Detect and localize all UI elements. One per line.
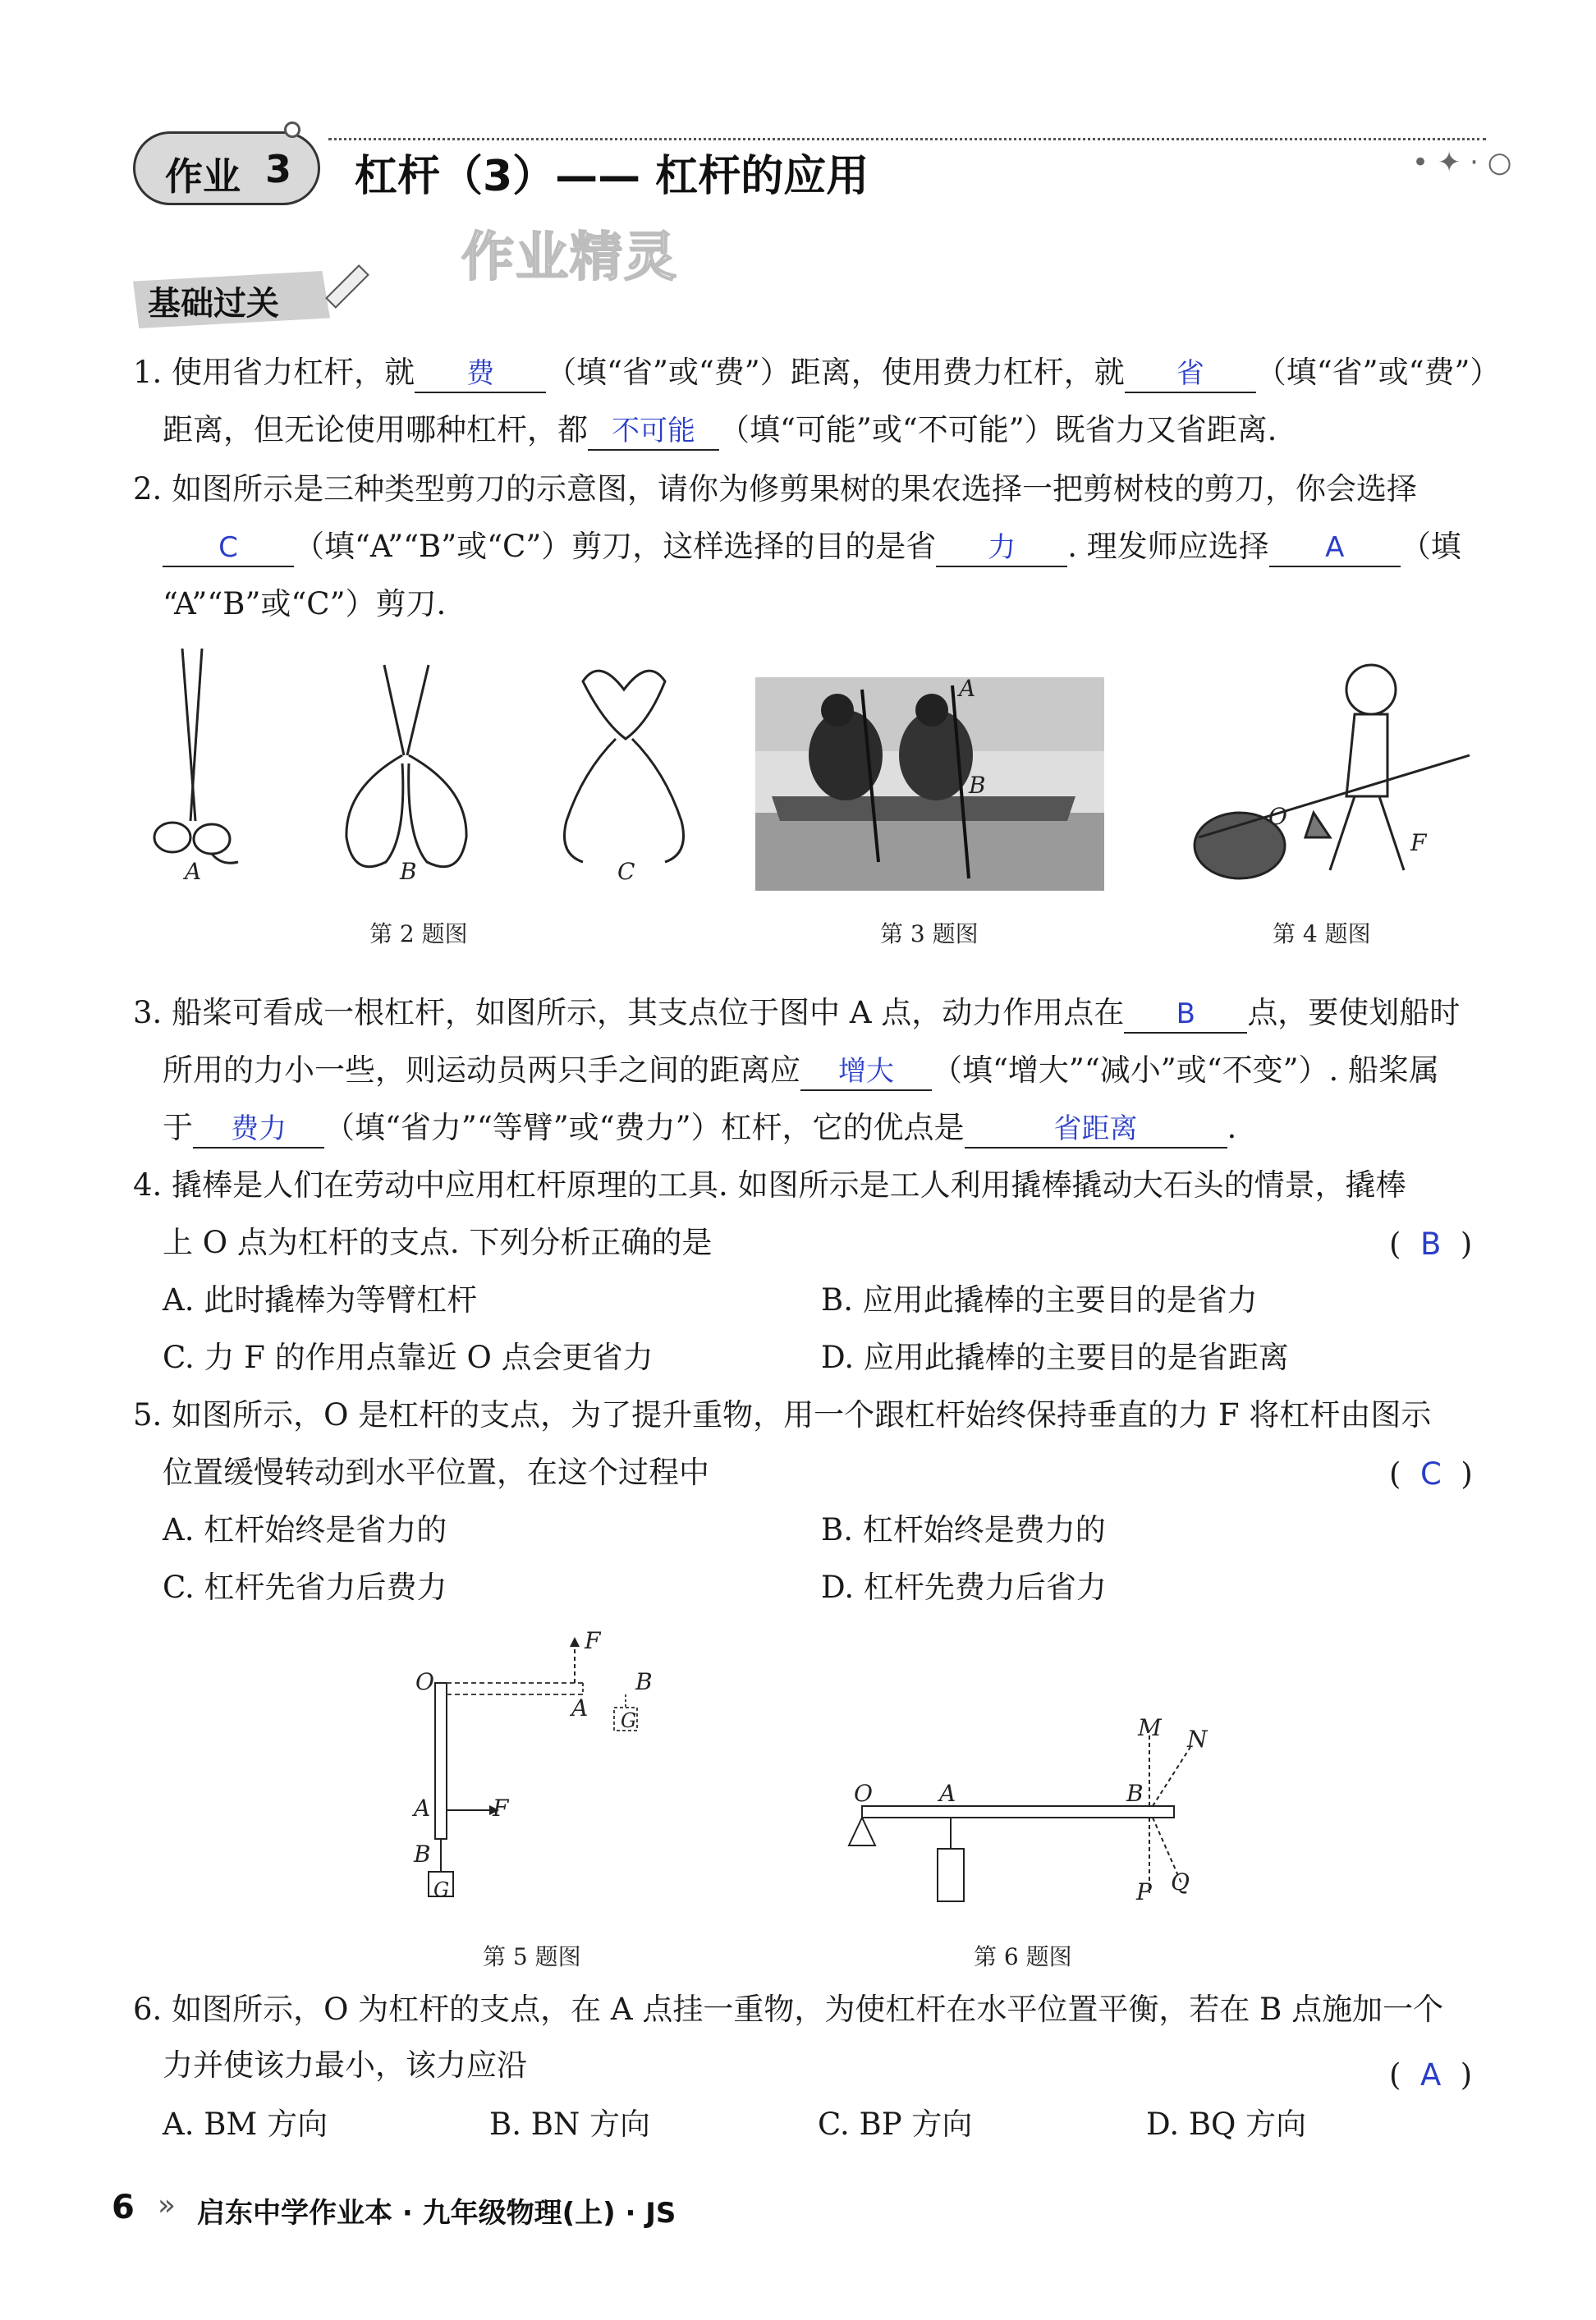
- fig4-caption: 第 4 题图: [1273, 920, 1371, 947]
- q6-option-d: D. BQ 方向: [1146, 2107, 1307, 2142]
- watermark: 作业精灵: [461, 227, 678, 288]
- q6-line1: 6. 如图所示，O 为杠杆的支点，在 A 点挂一重物，为使杠杆在水平位置平衡，若在 B 点施加一个: [133, 1992, 1444, 2027]
- fig6-label-m: M: [1138, 1714, 1162, 1741]
- q4-answer: ( B ): [1389, 1226, 1473, 1262]
- q4-line2: 上 O 点为杠杆的支点. 下列分析正确的是: [163, 1225, 713, 1260]
- fig5-label-o: O: [415, 1668, 434, 1695]
- q1-line1: 1. 使用省力杠杆，就 费 （填“省”或“费”）距离，使用费力杠杆，就 省 （填“省”或“费”）: [133, 351, 1500, 394]
- fig5-label-g-top: G: [621, 1709, 637, 1732]
- page-number: 6: [112, 2189, 135, 2226]
- q3-line2: 所用的力小一些，则运动员两只手之间的距离应 增大 （填“增大”“减小”或“不变”）. 船桨属: [163, 1049, 1439, 1092]
- q4-option-d: D. 应用此撬棒的主要目的是省距离: [821, 1340, 1289, 1375]
- q1-blank2: 省: [1125, 355, 1256, 393]
- fig5-label-a-top: A: [571, 1694, 589, 1722]
- q6-line2: 力并使该力最小，该力应沿: [163, 2047, 527, 2083]
- q4-line1: 4. 撬棒是人们在劳动中应用杠杆原理的工具. 如图所示是工人利用撬棒撬动大石头的情景，撬棒: [133, 1167, 1406, 1203]
- q6-answer: ( A ): [1389, 2057, 1473, 2093]
- q3-blank1: B: [1124, 996, 1247, 1034]
- q5-option-b: B. 杠杆始终是费力的: [821, 1512, 1106, 1547]
- fig5-label-b: B: [414, 1841, 431, 1868]
- double-chevron-icon: »: [158, 2189, 177, 2222]
- q5-option-d: D. 杠杆先费力后省力: [821, 1570, 1107, 1605]
- fig4-label-o: O: [1268, 803, 1287, 830]
- scissors-b-icon: [346, 665, 466, 867]
- scissors-c-icon: [565, 671, 684, 862]
- q2-line3: “A”“B”或“C”）剪刀.: [163, 586, 447, 621]
- q3-blank4: 省距离: [965, 1111, 1227, 1149]
- q1-blank1: 费: [415, 355, 546, 393]
- fig6-label-o: O: [854, 1780, 873, 1807]
- q6-option-c: C. BP 方向: [818, 2107, 973, 2142]
- badge-label: 作业: [165, 154, 241, 199]
- q1-blank3: 不可能: [588, 413, 719, 451]
- q3-blank3: 费力: [193, 1111, 324, 1149]
- pencil-icon: [325, 264, 369, 309]
- fig5-label-f: F: [493, 1795, 509, 1822]
- worker-lever-icon: [1195, 665, 1470, 878]
- badge-number: 3: [265, 147, 292, 191]
- q4-option-c: C. 力 F 的作用点靠近 O 点会更省力: [163, 1340, 654, 1375]
- q3-line1: 3. 船桨可看成一根杠杆，如图所示，其支点位于图中 A 点，动力作用点在 B 点，要使划船时: [133, 992, 1460, 1034]
- figure-row-1: [123, 632, 1502, 961]
- q4-option-a: A. 此时撬棒为等臂杠杆: [163, 1282, 478, 1318]
- q2-blank3: A: [1269, 530, 1401, 567]
- q2-blank2: 力: [936, 530, 1067, 567]
- fig3-label-a: A: [959, 675, 976, 702]
- sparkle-icon: • ✦ · ○: [1412, 146, 1512, 179]
- q3-line3: 于 费力 （填“省力”“等臂”或“费力”）杠杆，它的优点是 省距离 .: [163, 1107, 1236, 1149]
- fig2-label-c: C: [617, 858, 635, 885]
- fig5-label-g: G: [433, 1878, 450, 1901]
- q1-line2: 距离，但无论使用哪种杠杆，都 不可能 （填“可能”或“不可能”）既省力又省距离.: [163, 409, 1277, 452]
- fig4-label-f: F: [1410, 829, 1427, 856]
- q5-line2: 位置缓慢转动到水平位置，在这个过程中: [163, 1455, 709, 1490]
- q6-option-a: A. BM 方向: [163, 2107, 328, 2142]
- q2-line2: C （填“A”“B”或“C”）剪刀，这样选择的目的是省 力 . 理发师应选择 A （填: [163, 525, 1461, 568]
- fig2-caption: 第 2 题图: [369, 920, 468, 947]
- fig6-label-n: N: [1187, 1726, 1208, 1753]
- page-title: 杠杆（3）—— 杠杆的应用: [355, 152, 869, 201]
- assignment-badge: [133, 131, 320, 205]
- fig6-label-q: Q: [1171, 1868, 1190, 1896]
- footer-text: 启东中学作业本 · 九年级物理(上) · JS: [197, 2197, 676, 2230]
- scissors-a-icon: [154, 649, 238, 863]
- q5-option-c: C. 杠杆先省力后费力: [163, 1570, 447, 1605]
- q3-blank2: 增大: [800, 1053, 932, 1091]
- q2-line1: 2. 如图所示是三种类型剪刀的示意图，请你为修剪果树的果农选择一把剪树枝的剪刀，你会选择: [133, 471, 1418, 507]
- fig3-caption: 第 3 题图: [880, 920, 979, 947]
- q4-option-b: B. 应用此撬棒的主要目的是省力: [821, 1282, 1258, 1318]
- rowing-photo: [755, 677, 1104, 891]
- fig6-label-b: B: [1126, 1780, 1144, 1807]
- q5-option-a: A. 杠杆始终是省力的: [163, 1512, 447, 1547]
- fig2-label-a: A: [185, 858, 202, 885]
- header-dashed-line: [328, 138, 1486, 140]
- fig5-label-b-top: B: [635, 1668, 653, 1695]
- q6-option-b: B. BN 方向: [489, 2107, 651, 2142]
- fig5-caption: 第 5 题图: [483, 1943, 581, 1970]
- q2-blank1: C: [163, 530, 294, 567]
- fig2-label-b: B: [400, 858, 417, 885]
- q5-answer: ( C ): [1389, 1456, 1473, 1492]
- header-circle-icon: [284, 122, 300, 138]
- fig5-label-f-top: F: [585, 1627, 601, 1654]
- q5-line1: 5. 如图所示，O 是杠杆的支点，为了提升重物，用一个跟杠杆始终保持垂直的力 F 将杠杆由图示: [133, 1397, 1432, 1433]
- fig5-label-a: A: [414, 1795, 431, 1822]
- section-label: 基础过关: [148, 284, 279, 323]
- fig3-label-b: B: [969, 772, 986, 799]
- fig6-label-p: P: [1136, 1878, 1152, 1905]
- fig6-caption: 第 6 题图: [974, 1943, 1072, 1970]
- fig6-label-a: A: [939, 1780, 956, 1807]
